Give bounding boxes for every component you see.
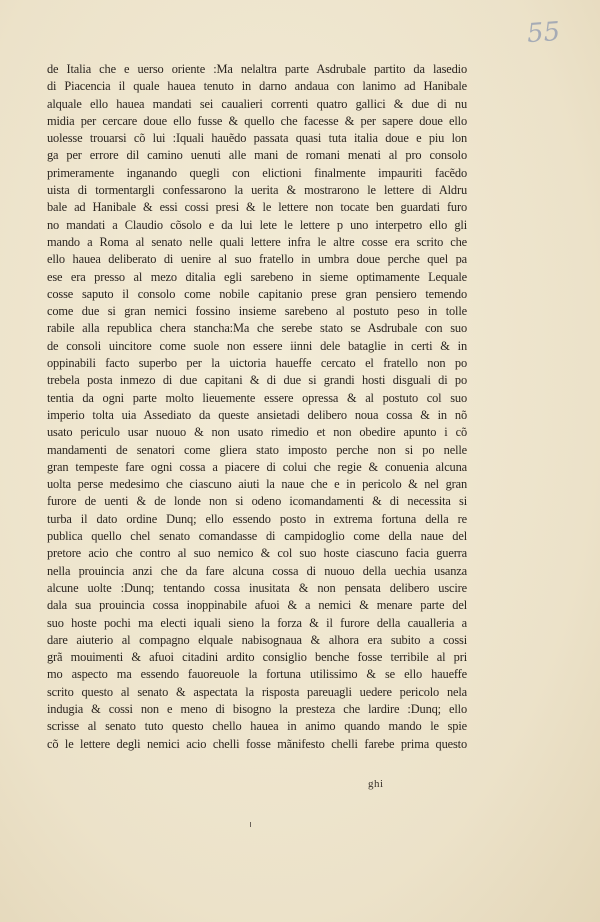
text-line: bale ad Hanibale & essi cossi presi & le lettere non tocate ben guardati furo bbox=[47, 200, 467, 215]
text-line: rabile alla republica chera stancha:Ma che serebe stato se Asdrubale con suo bbox=[47, 321, 467, 336]
text-line: come due si gran nemici fossino insieme sarebeno al postuto peso in tolle bbox=[47, 304, 467, 319]
text-line: uista di tormentargli confessarono la uerita & mostrarono le lettere di Aldru bbox=[47, 183, 467, 198]
text-line: tentia da ogni parte molto lieuemente essere opressa & al postuto col suo bbox=[47, 390, 467, 405]
text-line: uolesse trouarsi cõ lui :Iquali hauẽdo passata quasi tuta italia doue e piu lon bbox=[47, 131, 467, 146]
text-line: furore de uenti & de londe non si odeno icomandamenti & di necessita si bbox=[47, 494, 467, 509]
text-line: cõ le lettere degli nemici acio chelli fosse mãnifesto chelli farebe prima questo bbox=[47, 736, 467, 751]
text-line: de consoli uincitore come suole non essere iinni dele bataglie in certi & in bbox=[47, 338, 467, 353]
text-line: primeramente inganando quegli con elictioni finalmente impauriti facẽdo bbox=[47, 165, 467, 180]
text-line: di Piacencia il quale hauea tenuto in darno andaua con lanimo ad Hanibale bbox=[47, 79, 467, 94]
text-line: suo hoste pochi ma electi iquali sieno la forza & il furore della caualleria a bbox=[47, 615, 467, 630]
text-line: uolta perse medesimo che ciascuno aiuti la naue che e in pericolo & nel gran bbox=[47, 477, 467, 492]
text-line: scrisse al senato tuto questo chello hauea in animo quando mando le spie bbox=[47, 719, 467, 734]
text-line: publica quello chel senato comandasse di campidoglio come della naue del bbox=[47, 529, 467, 544]
text-line: pretore acio che contro al suo nemico & col suo hoste ciascuno facia guerra bbox=[47, 546, 467, 561]
text-line: grã mouimenti & afuoi citadini ardito consiglio benche fosse terribile al pri bbox=[47, 650, 467, 665]
text-line: usato periculo usar nuouo & non usato rimedio et non obedire apunto i cõ bbox=[47, 425, 467, 440]
text-line: dare aiuterio al compagno elquale nabisognaua & alhora era subito a cossi bbox=[47, 632, 467, 647]
text-line: nella prouincia anzi che da fare alcuna cossa di nuouo della uechia usanza bbox=[47, 563, 467, 578]
text-line: trebela posta inmezo di due capitani & di due si grandi hosti disguali di po bbox=[47, 373, 467, 388]
ink-mark bbox=[250, 822, 251, 827]
text-line: ello hauea deliberato di uenire al suo fratello in umbra doue perche quel pa bbox=[47, 252, 467, 267]
text-line: oppinabili facto superbo per la uictoria haueffe cercato el fratello non po bbox=[47, 356, 467, 371]
text-line: alquale ello hauea mandati sei caualieri correnti quatro gallici & due di nu bbox=[47, 96, 467, 111]
text-line: dala sua prouincia cossa inoppinabile afuoi & a nemici & menare parte del bbox=[47, 598, 467, 613]
text-line: no mandati a Claudio cõsolo e da lui lete le lettere p uno interpetro ello gli bbox=[47, 217, 467, 232]
folio-number: 55 bbox=[525, 16, 562, 50]
text-block bbox=[47, 61, 467, 753]
text-line: scrito questo al senato & aspectata la risposta pareuagli uedere pericolo nela bbox=[47, 684, 467, 699]
text-line: de Italia che e uerso oriente :Ma nelaltra parte Asdrubale partito da lasedio bbox=[47, 62, 467, 76]
text-line: ga per errore dil camino uenuti alle mani de romani menati al pro consolo bbox=[47, 148, 467, 163]
text-line: midia per cercare doue ello fusse & quello che facesse & per sapere doue ello bbox=[47, 113, 467, 128]
text-line: mando a Roma al senato nelle quali lettere infra le altre cosse era scrito che bbox=[47, 234, 467, 249]
text-line: alcune uolte :Dunq; tentando cossa inusitata & non pensata delibero uscire bbox=[47, 580, 467, 595]
text-line: mandamenti de senatori come gliera stato imposto perche non si po nelle bbox=[47, 442, 467, 457]
text-line: turba il dato ordine Dunq; ello essendo posto in extrema fortuna della re bbox=[47, 511, 467, 526]
text-line: imperio tolta uia Assediato da queste ansietadi delibero noua cossa & in nõ bbox=[47, 407, 467, 422]
text-line: gran tempeste fare ogni cossa a piacere di colui che regie & conuenia alcuna bbox=[47, 459, 467, 474]
signature-mark: ghi bbox=[368, 778, 384, 790]
text-line: ese era presso al mezo ditalia egli sarebeno in sieme optimamente Lequale bbox=[47, 269, 467, 284]
text-line: cosse saputo il consolo come nobile capitanio prese gran pensiero temendo bbox=[47, 286, 467, 301]
text-line: indugia & cossi non e meno di bisogno la presteza che lardire :Dunq; ello bbox=[47, 701, 467, 716]
text-line: mo aspecto ma essendo fauoreuole la fortuna utilissimo & se ello haueffe bbox=[47, 667, 467, 682]
